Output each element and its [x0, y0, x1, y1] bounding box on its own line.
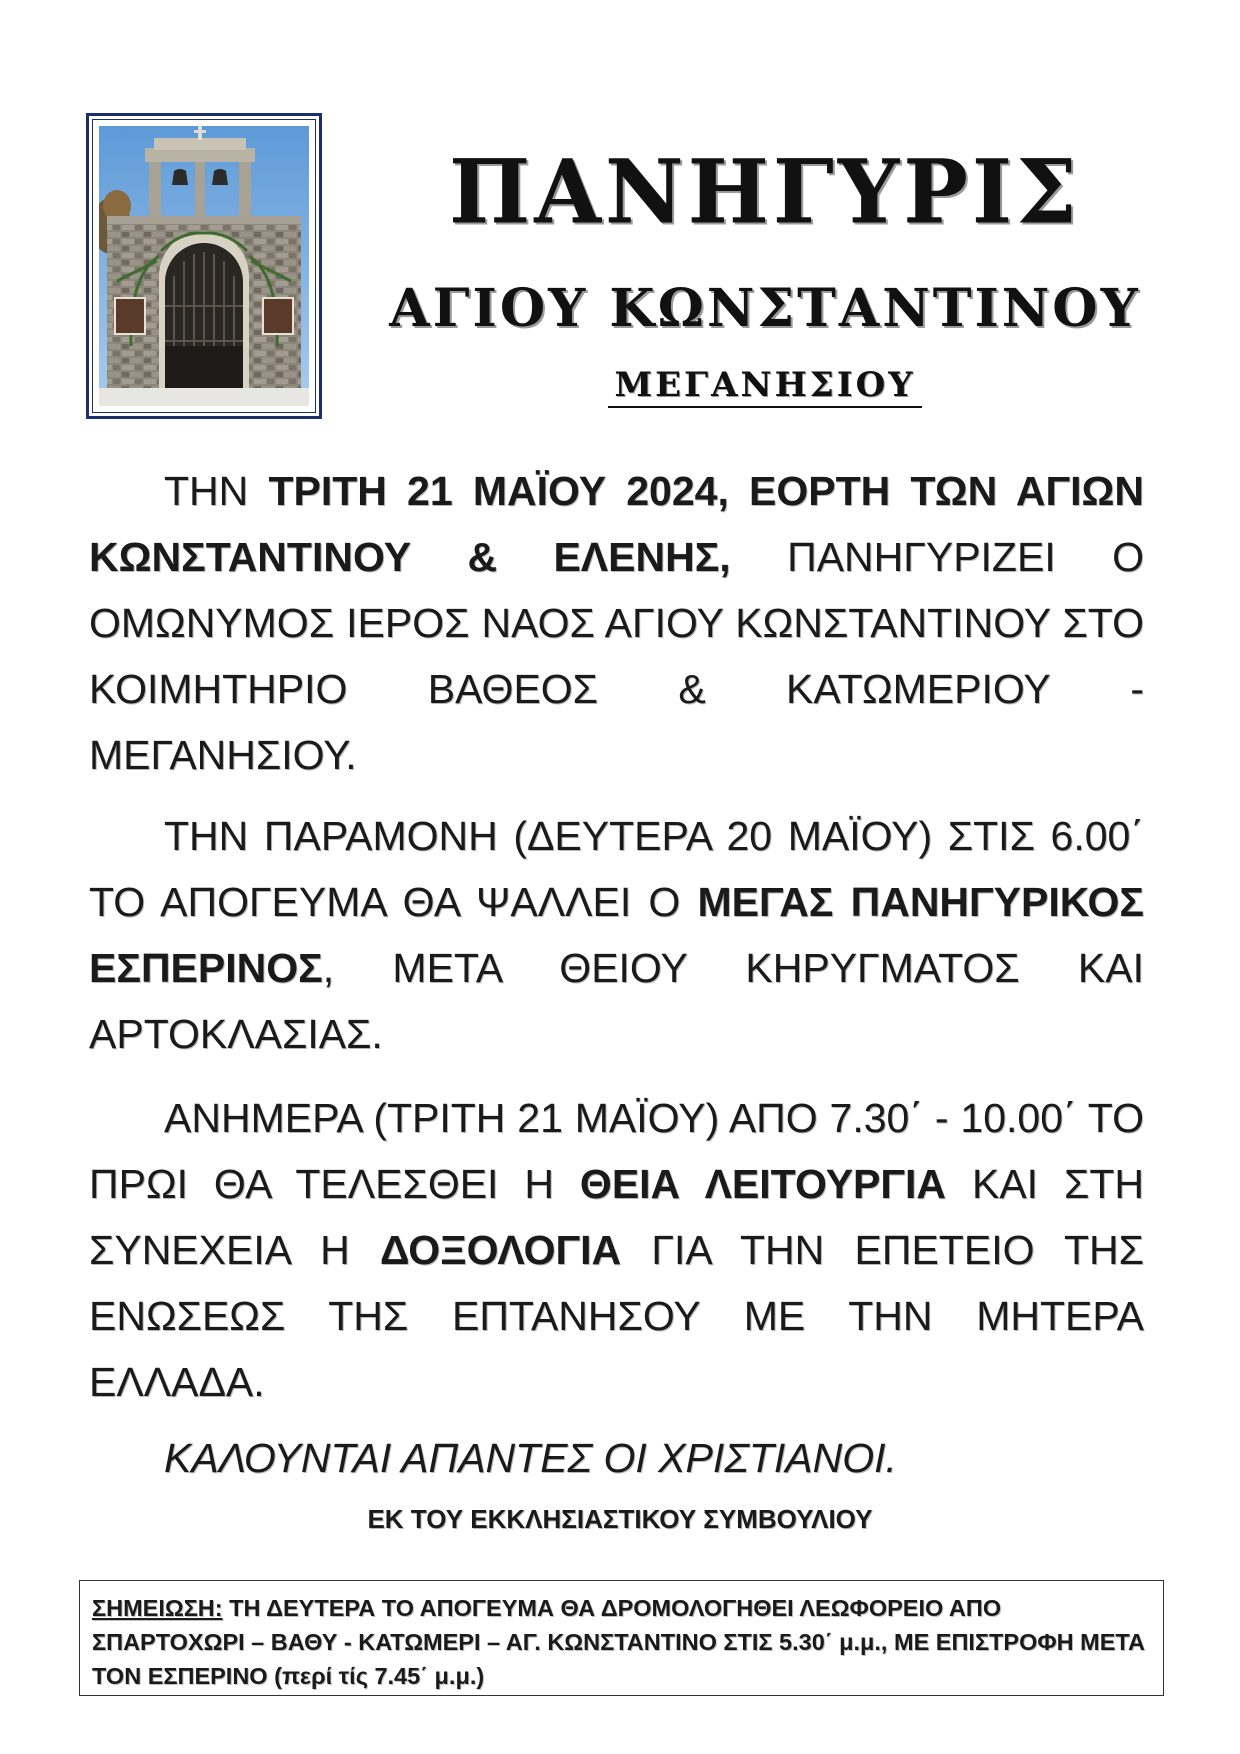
p2-bold-vespers: ΜΕΓΑΣ ΠΑΝΗΓΥΡΙΚΟΣ ΕΣΠΕΡΙΝΟΣ — [89, 879, 1144, 991]
place-heading: ΜΕΓΑΝΗΣΙΟΥ — [608, 368, 921, 408]
p2-text-2: , ΜΕΤΑ ΘΕΙΟΥ ΚΗΡΥΓΜΑΤΟΣ ΚΑΙ ΑΡΤΟΚΛΑΣΙΑΣ. — [89, 945, 1144, 1057]
closing-invitation: ΚΑΛΟΥΝΤΑΙ ΑΠΑΝΤΕΣ ΟΙ ΧΡΙΣΤΙΑΝΟΙ. — [164, 1435, 897, 1481]
church-gate-photo-frame — [86, 113, 322, 419]
p1-text-1: ΤΗΝ — [164, 468, 269, 514]
paragraph-feast-day — [89, 458, 1144, 788]
note-label: ΣΗΜΕΙΩΣΗ: — [92, 1595, 223, 1621]
p3-text-2: ΚΑΙ ΣΤΗ ΣΥΝΕΧΕΙΑ Η — [89, 1161, 1144, 1273]
paragraph-liturgy — [89, 1085, 1144, 1415]
paragraph-vespers — [89, 803, 1144, 1067]
p3-bold-liturgy: ΘΕΙΑ ΛΕΙΤΟΥΡΓΙΑ — [579, 1161, 947, 1207]
page-subtitle: ΑΓΙΟΥ ΚΩΝΣΤΑΝΤΙΝΟΥ — [389, 278, 1141, 339]
p2-text-1: ΤΗΝ ΠΑΡΑΜΟΝΗ (ΔΕΥΤΕΡΑ 20 ΜΑΪΟΥ) ΣΤΙΣ 6.00΄ ΤΟ ΑΠΟΓΕΥΜΑ ΘΑ ΨΑΛΛΕΙ Ο — [89, 813, 1144, 925]
p3-text-1: ΑΝΗΜΕΡΑ (ΤΡΙΤΗ 21 ΜΑΪΟΥ) ΑΠΟ 7.30΄ - 10.00΄ ΤΟ ΠΡΩΙ ΘΑ ΤΕΛΕΣΘΕΙ Η — [89, 1095, 1144, 1207]
church-gate-photo — [99, 126, 309, 406]
p3-text-3: ΓΙΑ ΤΗΝ ΕΠΕΤΕΙΟ ΤΗΣ ΕΝΩΣΕΩΣ ΤΗΣ ΕΠΤΑΝΗΣΟΥ ΜΕ ΤΗΝ ΜΗΤΕΡΑ ΕΛΛΑΔΑ. — [89, 1227, 1144, 1405]
place-heading-wrap — [330, 365, 1200, 408]
note-box — [79, 1580, 1164, 1696]
note-text: ΤΗ ΔΕΥΤΕΡΑ ΤΟ ΑΠΟΓΕΥΜΑ ΘΑ ΔΡΟΜΟΛΟΓΗΘΕΙ ΛΕΩΦΟΡΕΙΟ ΑΠΟ ΣΠΑΡΤΟΧΩΡΙ – ΒΑΘΥ - ΚΑΤΩΜΕΡΙ – ΑΓ. ΚΩΝΣΤΑΝΤΙΝΟ ΣΤΙΣ 5.30΄ μ.μ., ΜΕ ΕΠΙΣΤΡΟΦΗ ΜΕΤΑ ΤΟΝ ΕΣΠΕΡΙΝΟ (περί τίς 7.45΄ μ.μ.) — [92, 1595, 1145, 1689]
signature-council: ΕΚ ΤΟΥ ΕΚΚΛΗΣΙΑΣΤΙΚΟΥ ΣΥΜΒΟΥΛΙΟΥ — [367, 1504, 873, 1534]
p1-bold-date: ΤΡΙΤΗ 21 ΜΑΪΟΥ 2024, ΕΟΡΤΗ ΤΩΝ ΑΓΙΩΝ ΚΩΝΣΤΑΝΤΙΝΟΥ & ΕΛΕΝΗΣ, — [89, 468, 1144, 580]
page-title: ΠΑΝΗΓΥΡΙΣ — [449, 140, 1081, 244]
p3-bold-doxology: ΔΟΞΟΛΟΓΙΑ — [379, 1227, 622, 1273]
p1-text-2: ΠΑΝΗΓΥΡΙΖΕΙ Ο ΟΜΩΝΥΜΟΣ ΙΕΡΟΣ ΝΑΟΣ ΑΓΙΟΥ ΚΩΝΣΤΑΝΤΙΝΟΥ ΣΤΟ ΚΟΙΜΗΤΗΡΙΟ ΒΑΘΕΟΣ & ΚΑΤΩΜΕΡΙΟΥ - ΜΕΓΑΝΗΣΙΟΥ. — [89, 534, 1144, 778]
